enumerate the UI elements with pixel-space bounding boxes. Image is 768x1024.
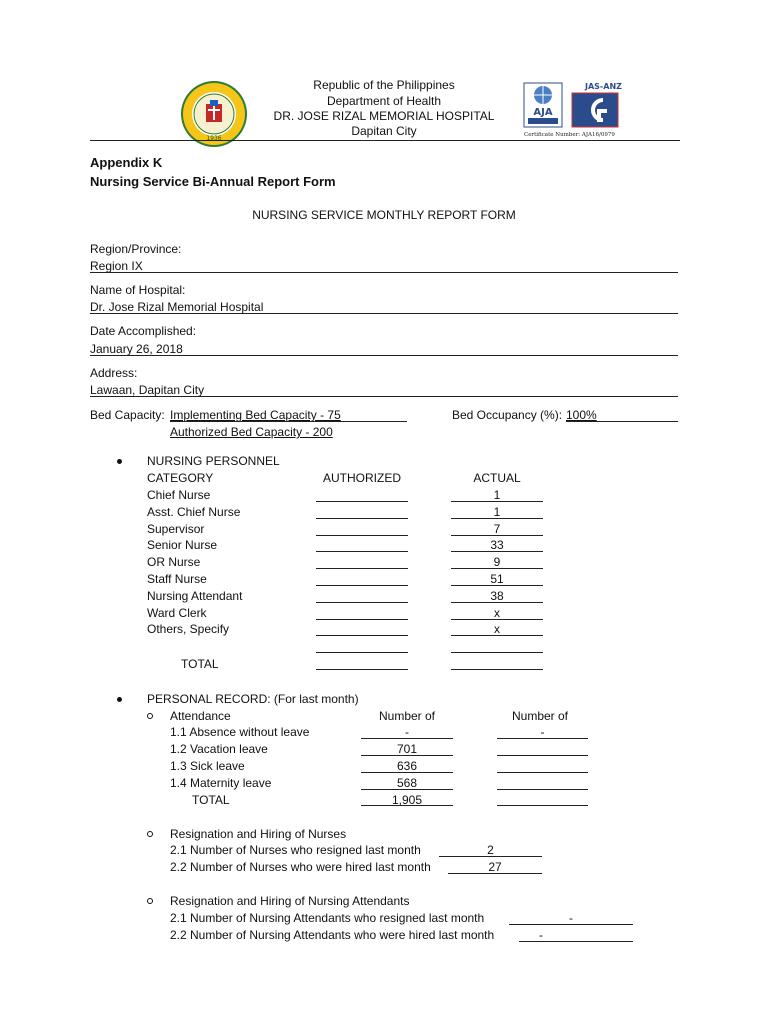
nurses-resigned-label: 2.1 Number of Nurses who resigned last month: [170, 843, 421, 857]
attendance-total-line2: [497, 805, 588, 806]
attendants-hired-value: -: [539, 928, 543, 942]
attendance-row-v1: 701: [396, 742, 418, 756]
form-subtitle: Nursing Service Bi-Annual Report Form: [90, 174, 336, 189]
personnel-actual-value: 7: [493, 521, 501, 536]
personnel-heading: NURSING PERSONNEL: [147, 454, 280, 468]
attendance-row-label: 1.1 Absence without leave: [170, 725, 310, 739]
personnel-category: Nursing Attendant: [147, 588, 243, 603]
date-label: Date Accomplished:: [90, 324, 197, 338]
date-value: January 26, 2018: [90, 342, 183, 356]
region-value: Region IX: [90, 259, 143, 273]
personnel-authorized-line: [316, 619, 408, 620]
personnel-authorized-line: [316, 518, 408, 519]
attendance-total-v1: 1,905: [391, 793, 423, 807]
attendance-row-line2: [497, 738, 588, 739]
nurses-circle-bullet: [147, 831, 153, 837]
attendants-resigned-label: 2.1 Number of Nursing Attendants who resigned last month: [170, 911, 485, 925]
personnel-actual-value: x: [494, 605, 500, 620]
hospital-underline: [90, 313, 678, 314]
implementing-underline: [170, 421, 407, 422]
total-actual-line-top: [451, 652, 543, 653]
attendance-row-line1: [361, 755, 453, 756]
certification-logo: [520, 79, 640, 139]
attendance-row-line1: [361, 772, 453, 773]
personnel-actual-line: [451, 501, 543, 502]
personnel-category: Ward Clerk: [147, 605, 207, 620]
personnel-actual-line: [451, 635, 543, 636]
personnel-total-label: TOTAL: [181, 657, 219, 671]
attendance-row-label: 1.2 Vacation leave: [170, 742, 268, 756]
personnel-category: Others, Specify: [147, 622, 230, 637]
nurses-hired-label: 2.2 Number of Nurses who were hired last month: [170, 860, 431, 874]
hospital-value: Dr. Jose Rizal Memorial Hospital: [90, 300, 264, 314]
attendants-resigned-value: -: [569, 911, 573, 925]
personnel-category: Supervisor: [147, 521, 205, 536]
address-value: Lawaan, Dapitan City: [90, 383, 205, 397]
personnel-category: Chief Nurse: [147, 488, 211, 502]
total-authorized-line: [316, 669, 408, 670]
personnel-actual-line: [451, 518, 543, 519]
personnel-actual-value: 51: [490, 572, 504, 586]
personnel-actual-value: 38: [490, 588, 504, 603]
header-republic: Republic of the Philippines: [313, 78, 455, 92]
nurses-resigned-line: [439, 856, 542, 857]
nurses-hired-line: [448, 873, 542, 874]
address-underline: [90, 396, 678, 397]
personnel-category: Senior Nurse: [147, 538, 218, 553]
attendance-total-label: TOTAL: [192, 793, 230, 807]
date-underline: [90, 355, 678, 356]
attendants-resigned-line: [509, 924, 633, 925]
cert-number-text: Certificate Number: AJA16/0979: [524, 132, 615, 138]
personnel-category: Asst. Chief Nurse: [147, 504, 241, 519]
personnel-bullet: [117, 459, 122, 464]
nurses-hired-value: 27: [488, 860, 502, 874]
total-authorized-line-top: [316, 652, 408, 653]
header-hospital-name: DR. JOSE RIZAL MEMORIAL HOSPITAL: [273, 109, 495, 123]
personnel-category: Staff Nurse: [147, 572, 207, 586]
personnel-actual-line: [451, 602, 543, 603]
col-category: CATEGORY: [147, 471, 214, 485]
personnel-authorized-line: [316, 551, 408, 552]
seal-year: 1936: [206, 135, 222, 142]
header-divider: [90, 140, 680, 141]
col-actual: ACTUAL: [473, 471, 521, 485]
personal-record-bullet: [117, 697, 122, 702]
header-city: Dapitan City: [351, 124, 417, 138]
personnel-actual-value: 1: [493, 488, 501, 502]
authorized-bed-capacity: Authorized Bed Capacity - 200: [170, 425, 333, 439]
attendance-row-v1: 636: [396, 759, 418, 773]
personnel-actual-line: [451, 568, 543, 569]
attendance-row-label: 1.4 Maternity leave: [170, 776, 272, 790]
attendance-row-line1: [361, 789, 453, 790]
personnel-authorized-line: [316, 568, 408, 569]
attendance-row-line1: [361, 738, 453, 739]
region-label: Region/Province:: [90, 242, 182, 256]
attendance-col2: Number of: [511, 709, 569, 723]
nurses-heading: Resignation and Hiring of Nurses: [170, 827, 347, 841]
region-underline: [90, 272, 678, 273]
personnel-category: OR Nurse: [147, 555, 201, 570]
attendance-row-label: 1.3 Sick leave: [170, 759, 245, 773]
attendance-row-v1: -: [405, 725, 409, 739]
attendance-row-line2: [497, 755, 588, 756]
occupancy-underline: [566, 421, 678, 422]
attendants-hired-label: 2.2 Number of Nursing Attendants who were hired last month: [170, 928, 495, 942]
personnel-actual-line: [451, 551, 543, 552]
attendants-hired-line: [519, 941, 633, 942]
personnel-actual-value: 33: [490, 538, 504, 553]
address-label: Address:: [90, 366, 138, 380]
personnel-authorized-line: [316, 602, 408, 603]
cert-aja-text: AJA: [533, 107, 553, 118]
personnel-authorized-line: [316, 635, 408, 636]
appendix-label: Appendix K: [90, 155, 163, 170]
attendance-row-line2: [497, 772, 588, 773]
implementing-bed-capacity: Implementing Bed Capacity - 75: [170, 408, 341, 422]
col-authorized: AUTHORIZED: [323, 471, 401, 485]
personnel-actual-line: [451, 535, 543, 536]
personnel-actual-line: [451, 619, 543, 620]
personnel-authorized-line: [316, 585, 408, 586]
attendance-col1: Number of: [378, 709, 436, 723]
attendance-circle-bullet: [147, 713, 153, 719]
attendance-total-line1: [361, 805, 453, 806]
personnel-actual-line: [451, 585, 543, 586]
personnel-authorized-line: [316, 501, 408, 502]
hospital-label: Name of Hospital:: [90, 283, 186, 297]
bed-capacity-label: Bed Capacity:: [90, 408, 165, 422]
attendants-circle-bullet: [147, 898, 153, 904]
attendance-label: Attendance: [170, 709, 231, 723]
personnel-actual-value: 1: [493, 504, 501, 519]
personnel-authorized-line: [316, 535, 408, 536]
personal-record-heading: PERSONAL RECORD: (For last month): [147, 692, 359, 706]
cert-brand-text: JAS-ANZ: [585, 82, 622, 91]
attendance-row-line2: [497, 789, 588, 790]
attendants-heading: Resignation and Hiring of Nursing Attendants: [170, 894, 410, 908]
personnel-actual-value: x: [494, 622, 500, 637]
attendance-row-v2: -: [540, 725, 545, 739]
attendance-row-v1: 568: [396, 776, 418, 790]
bed-occupancy-value: 100%: [566, 408, 597, 422]
header-department: Department of Health: [326, 94, 442, 108]
form-title: NURSING SERVICE MONTHLY REPORT FORM: [252, 208, 516, 222]
total-actual-line: [451, 669, 543, 670]
nurses-resigned-value: 2: [487, 843, 494, 857]
bed-occupancy-label: Bed Occupancy (%):: [452, 408, 563, 422]
personnel-actual-value: 9: [493, 555, 501, 570]
